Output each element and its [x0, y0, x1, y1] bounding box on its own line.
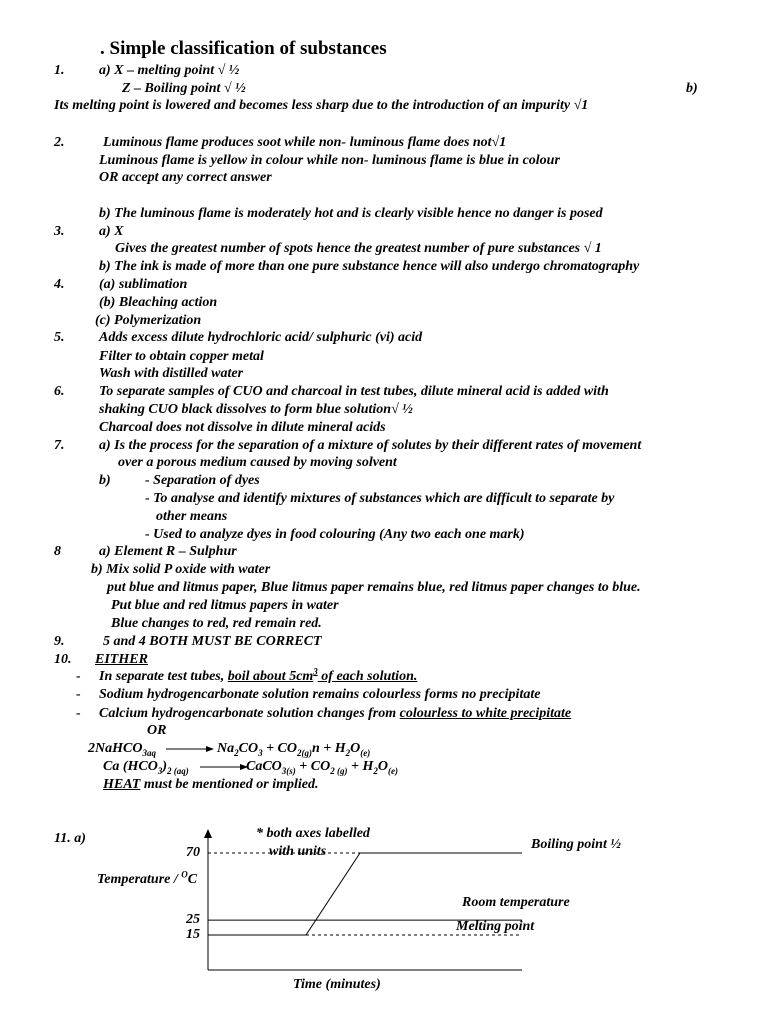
- q9-number: 9.: [54, 634, 65, 649]
- q9-line-1: 5 and 4 BOTH MUST BE CORRECT: [103, 634, 322, 649]
- q7-line-3: - Separation of dyes: [145, 473, 260, 488]
- q7-line-5: other means: [156, 509, 228, 524]
- boiling-point-label: Boiling point ½: [531, 837, 621, 852]
- q6-line-2: shaking CUO black dissolves to form blue solution√ ½: [99, 402, 413, 417]
- q1-answer-z: Z – Boiling point √ ½: [122, 81, 246, 96]
- q2-line-2: Luminous flame is yellow in colour while non- luminous flame is blue in colour: [99, 153, 560, 168]
- q4-line-a: (a) sublimation: [99, 277, 188, 292]
- q3-line-a: a) X: [99, 224, 124, 239]
- q10-or: OR: [147, 723, 167, 738]
- q8-line-b: b) Mix solid P oxide with water: [91, 562, 271, 577]
- q10-either: EITHER: [95, 652, 148, 667]
- q7-line-1: a) Is the process for the separation of a mixture of solutes by their different rates of movement: [99, 438, 642, 453]
- q6-line-3: Charcoal does not dissolve in dilute mineral acids: [99, 420, 386, 435]
- q3-line-a2: Gives the greatest number of spots hence the greatest number of pure substances √ 1: [115, 241, 602, 256]
- q3-line-b: b) The ink is made of more than one pure substance hence will also undergo chromatography: [99, 259, 640, 274]
- q5-line-2: Filter to obtain copper metal: [99, 349, 264, 364]
- q1-b-label: b): [686, 81, 698, 96]
- q11-label: 11. a): [54, 831, 86, 846]
- graph-annotation-units: with units: [269, 844, 327, 859]
- q3-number: 3.: [54, 224, 65, 239]
- room-temperature-label: Room temperature: [462, 895, 570, 910]
- q1-number: 1.: [54, 63, 65, 78]
- q6-line-1: To separate samples of CUO and charcoal in test tubes, dilute mineral acid is added with: [99, 384, 609, 399]
- q8-line-e: Blue changes to red, red remain red.: [111, 616, 322, 631]
- bullet-dash: -: [76, 706, 81, 721]
- q7-line-2: over a porous medium caused by moving solvent: [118, 455, 397, 470]
- equation-1-rhs: $Na_2CO_3 + CO_{2(g)}n + H_2O_{(e)}$: [217, 741, 371, 758]
- y-tick-25: 25: [186, 912, 200, 928]
- q1-answer-a: a) X – melting point √ ½: [99, 63, 240, 78]
- equation-2-rhs: CaCO$_{3(s)}$ + $CO_{2 (g)} + H_2O_{(e)}$: [246, 759, 398, 776]
- q5-number: 5.: [54, 330, 65, 345]
- q7-b-label: b): [99, 473, 111, 488]
- q7-line-4: - To analyse and identify mixtures of substances which are difficult to separate by: [145, 491, 615, 506]
- q10-line-2: Sodium hydrogencarbonate solution remains colourless forms no precipitate: [99, 687, 541, 702]
- q5-line-1: Adds excess dilute hydrochloric acid/ sulphuric (vi) acid: [99, 330, 423, 345]
- y-tick-70: 70: [186, 845, 200, 860]
- q8-number: 8: [54, 544, 61, 559]
- q2-number: 2.: [54, 135, 65, 150]
- q10-line-3: Calcium hydrogencarbonate solution changes from colourless to white precipitate: [99, 706, 572, 721]
- y-tick-15: 15: [186, 927, 200, 942]
- q5-line-3: Wash with distilled water: [99, 366, 244, 381]
- q8-line-d: Put blue and red litmus papers in water: [111, 598, 339, 613]
- q2-line-b: b) The luminous flame is moderately hot and is clearly visible hence no danger is posed: [99, 206, 603, 221]
- graph-annotation: * both axes labelled: [256, 826, 370, 841]
- q10-line-1: In separate test tubes, boil about $5cm^3$ of each solution.: [99, 666, 418, 684]
- equation-2-lhs: Ca $(HCO_3)_{2 (aq)}$: [103, 759, 189, 776]
- q7-number: 7.: [54, 438, 65, 453]
- q1-answer-b: Its melting point is lowered and becomes less sharp due to the introduction of an impurity √1: [54, 98, 589, 113]
- q4-line-c: (c) Polymerization: [95, 313, 202, 328]
- x-axis-label: Time (minutes): [293, 977, 381, 992]
- series-line: [208, 853, 522, 935]
- q4-line-b: (b) Bleaching action: [99, 295, 218, 310]
- melting-point-label: Melting point: [456, 919, 535, 934]
- q2-line-3: OR accept any correct answer: [99, 170, 272, 185]
- page-title: . Simple classification of substances: [100, 38, 387, 59]
- bullet-dash: -: [76, 687, 81, 702]
- y-axis-label: Temperature / $^O$C: [97, 869, 198, 887]
- y-axis-arrowhead: [204, 829, 212, 838]
- q7-line-6: - Used to analyze dyes in food colouring (Any two each one mark): [145, 527, 525, 542]
- q8-line-a: a) Element R – Sulphur: [99, 544, 237, 559]
- q10-number: 10.: [54, 652, 72, 667]
- heat-note: HEAT must be mentioned or implied.: [103, 777, 319, 792]
- q2-line-1: Luminous flame produces soot while non- luminous flame does not√1: [103, 135, 507, 150]
- q4-number: 4.: [54, 277, 65, 292]
- q6-number: 6.: [54, 384, 65, 399]
- bullet-dash: -: [76, 669, 81, 684]
- q8-line-c: put blue and litmus paper, Blue litmus paper remains blue, red litmus paper changes to blue.: [107, 580, 641, 595]
- equation-1-lhs: 2NaHCO$_{3aq}$: [88, 741, 156, 758]
